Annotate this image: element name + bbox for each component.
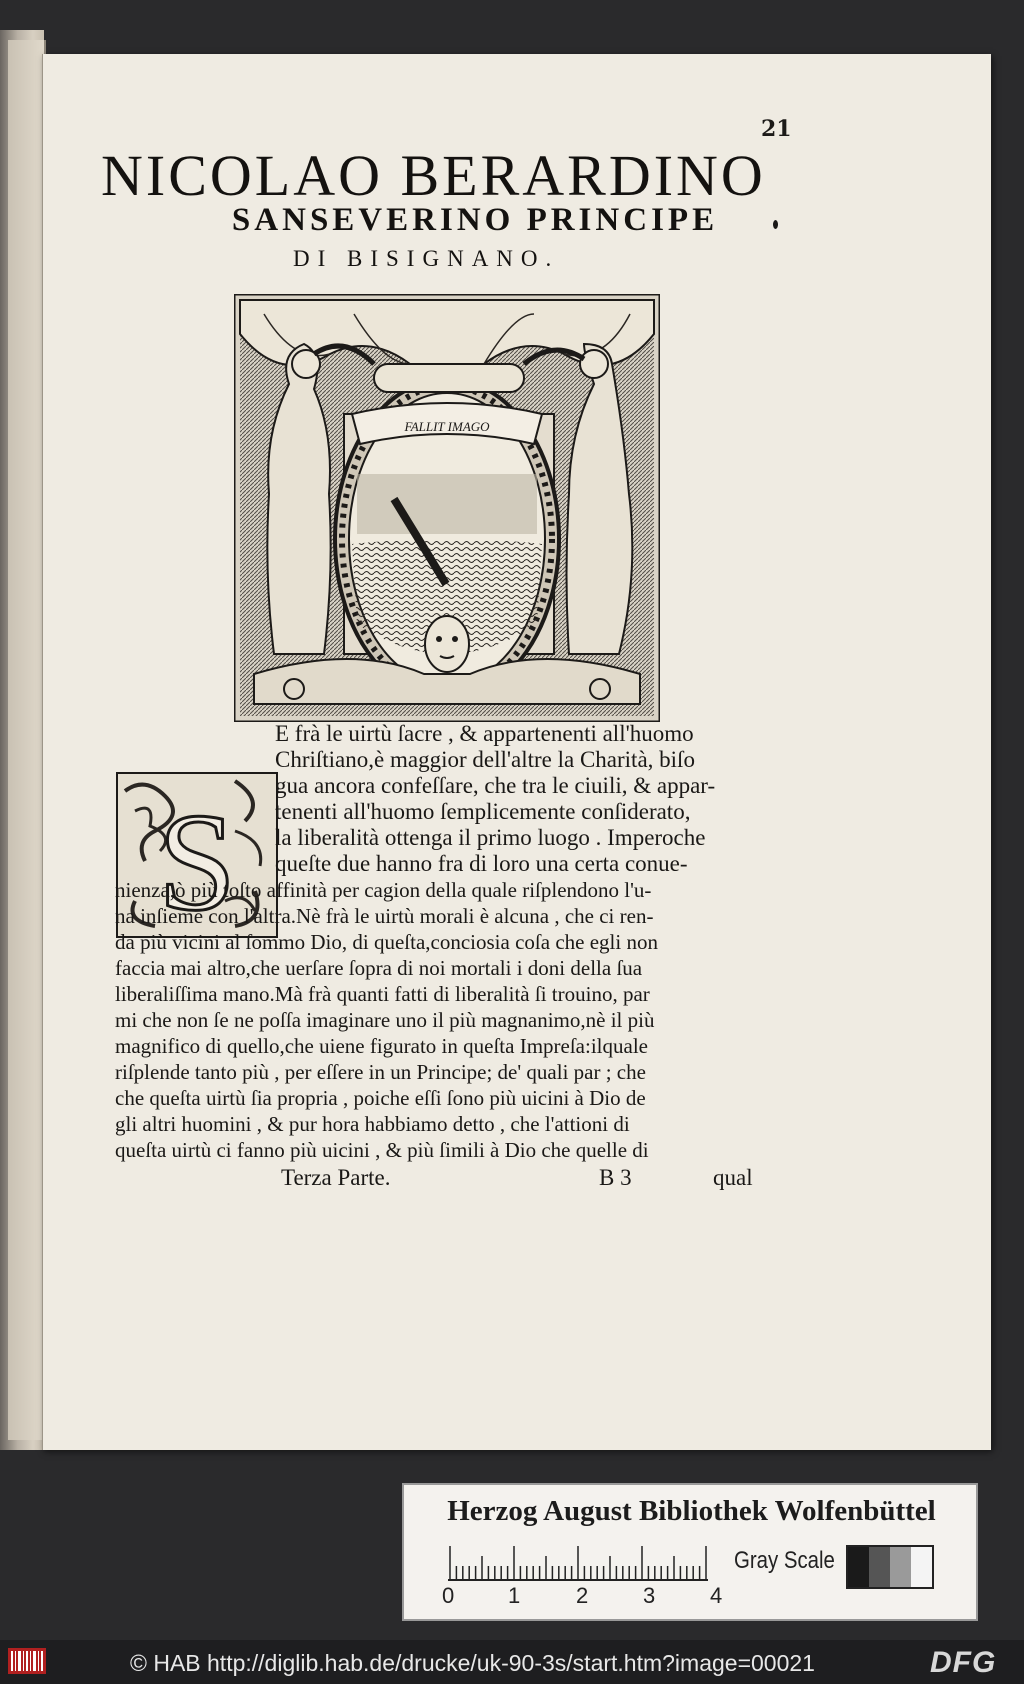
- ruler-number-2: 2: [576, 1583, 589, 1608]
- body-line-3: gua ancora confeſſare, che tra le ciuili, & appar-: [275, 773, 716, 798]
- body-line-5: la liberalità ottenga il primo luogo . Imperoche: [275, 825, 706, 850]
- title-line-1: NICOLAO BERARDINO: [101, 143, 766, 208]
- body-line-9: da più vicini al ſommo Dio, di queſta,conciosia coſa che egli non: [115, 930, 658, 954]
- ruler-number-1: 1: [508, 1583, 521, 1608]
- body-line-7: nienza,ò più toſto affinità per cagion della quale riſplendono l'u-: [115, 878, 652, 902]
- title-line-3: DI BISIGNANO.: [293, 246, 560, 271]
- emblem-motto: FALLIT IMAGO: [404, 419, 490, 434]
- svg-text:S: S: [158, 785, 236, 939]
- body-line-14: riſplende tanto più , per eſſere in un Principe; de' quali par ; che: [115, 1060, 646, 1084]
- gray-scale-label: Gray Scale: [734, 1547, 835, 1574]
- gray-swatch: [911, 1547, 932, 1587]
- body-line-17: queſta uirtù ci fanno più uicini , & più ſimili à Dio che quelle di: [115, 1138, 649, 1162]
- catchword: qual: [713, 1165, 753, 1190]
- part-footer: Terza Parte.: [281, 1165, 391, 1190]
- body-line-1: E frà le uirtù ſacre , & appartenenti all'huomo: [275, 721, 694, 746]
- body-line-12: mi che non ſe ne poſſa imaginare uno il più magnanimo,nè il più: [115, 1008, 655, 1032]
- body-line-6: queſte due hanno fra di loro una certa conue-: [275, 851, 688, 876]
- footer-bar: [0, 1640, 1024, 1684]
- body-line-15: che queſta uirtù ſia propria , poiche eſſi ſono più uicini à Dio de: [115, 1086, 646, 1110]
- body-line-2: Chriſtiano,è maggior dell'altre la Charità, biſo: [275, 747, 695, 772]
- ink-mark: [773, 220, 778, 229]
- source-url[interactable]: © HAB http://diglib.hab.de/drucke/uk-90-3s/start.htm?image=00021: [130, 1650, 815, 1676]
- body-line-13: magnifico di quello,che uiene figurato in queſta Impreſa:ilquale: [115, 1034, 648, 1058]
- gray-swatch: [869, 1547, 890, 1587]
- ruler-number-3: 3: [643, 1583, 656, 1608]
- ruler-icon: [448, 1545, 708, 1581]
- library-name: Herzog August Bibliothek Wolfenbüttel: [447, 1495, 936, 1527]
- gray-swatch: [890, 1547, 911, 1587]
- body-line-16: gli altri huomini , & pur hora habbiamo detto , che l'attioni di: [115, 1112, 630, 1136]
- ruler-number-4: 4: [710, 1583, 723, 1608]
- title-line-2: SANSEVERINO PRINCIPE: [231, 202, 719, 238]
- gray-scale-swatches: [846, 1545, 934, 1589]
- ruler-numbers: [442, 1583, 732, 1613]
- gray-swatch: [848, 1547, 869, 1587]
- body-line-10: faccia mai altro,che uerſare ſopra di noi mortali i doni della ſua: [115, 956, 643, 980]
- library-scale-label: [402, 1483, 978, 1621]
- book-page: [42, 54, 991, 1450]
- body-line-11: liberaliſſima mano.Mà frà quanti fatti di liberalità ſi trouino, par: [115, 982, 650, 1006]
- barcode-logo-icon: [8, 1648, 46, 1674]
- signature-mark: B 3: [599, 1165, 632, 1190]
- body-line-8: na inſieme con l'altra.Nè frà le uirtù morali è alcuna , che ci ren-: [115, 904, 654, 928]
- page-number: 21: [761, 116, 792, 142]
- emblem-engraving: [234, 294, 660, 722]
- dfg-logo: DFG: [930, 1646, 997, 1679]
- previous-page-edge: [8, 40, 46, 1440]
- body-line-4: tenenti all'huomo ſemplicemente conſiderato,: [275, 799, 691, 824]
- ruler-number-0: 0: [442, 1583, 455, 1608]
